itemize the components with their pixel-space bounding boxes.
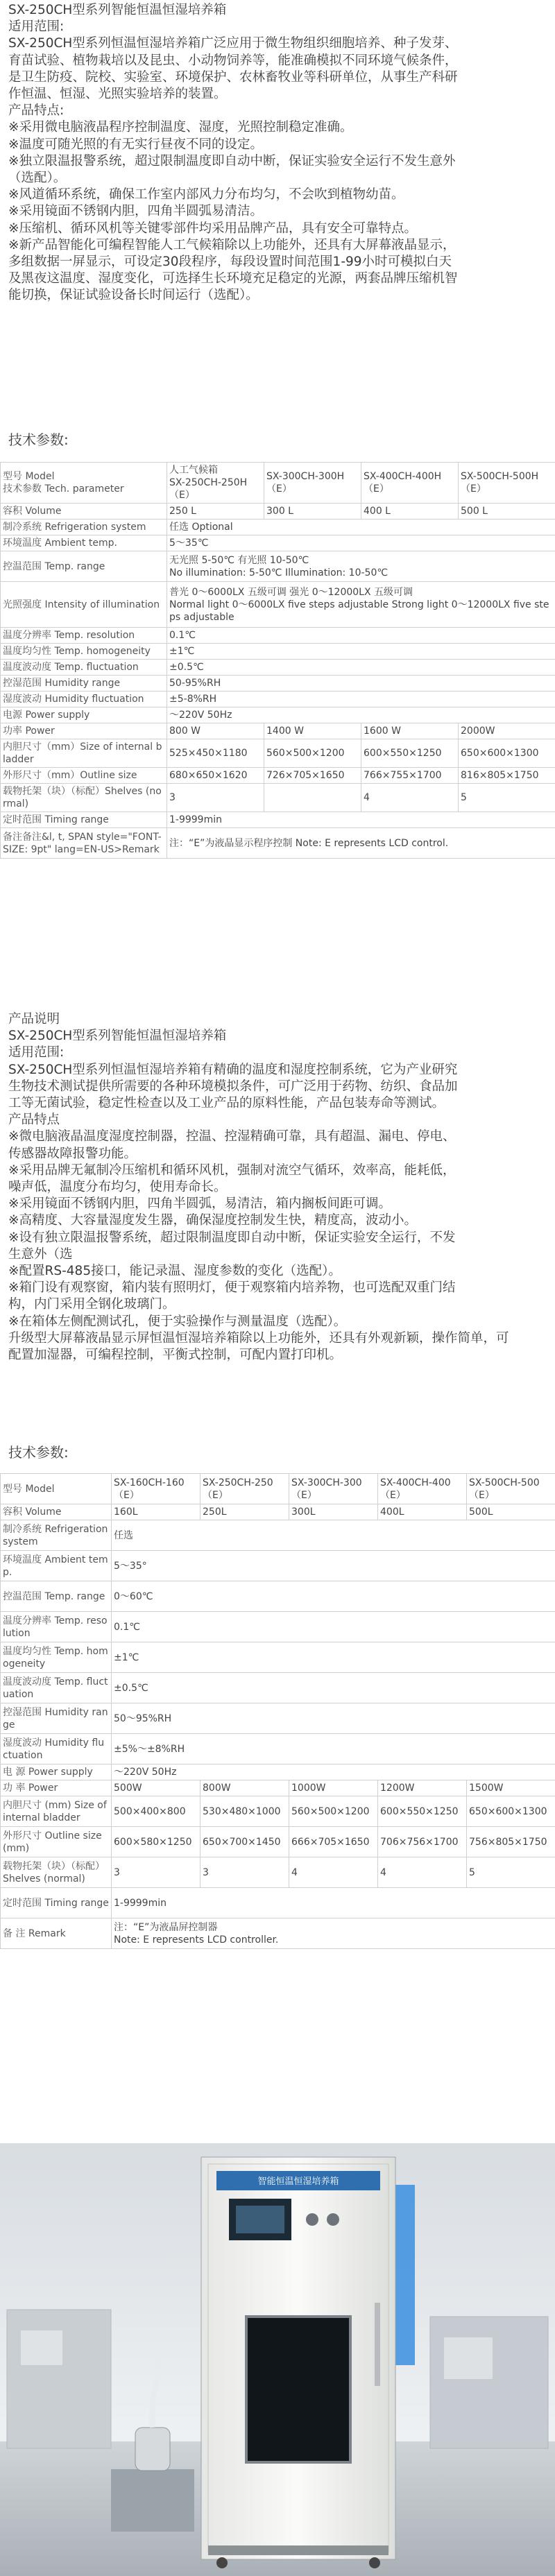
spec-row	[1, 707, 555, 723]
spec-row	[1, 1703, 555, 1734]
spec-row	[1, 723, 555, 739]
spec-value-cell: 300L	[289, 1504, 378, 1520]
spec-row	[1, 1612, 555, 1642]
scope-line: 作恒温、恒湿、光照实验培养的装置。	[8, 87, 227, 102]
spec-row	[1, 1780, 555, 1796]
spec-value-cell: 400L	[378, 1504, 467, 1520]
feature-line: 生意外（选	[8, 1246, 73, 1262]
spec-value-cell: 600×550×1250	[361, 739, 459, 768]
spec-label-cell: 外形尺寸 Outline size (mm)	[1, 1827, 112, 1857]
description-section	[8, 1011, 547, 1364]
spec-label-cell: 备 注 Remark	[1, 1918, 112, 1949]
spec-label-cell: 温度均匀性 Temp. homogeneity	[1, 644, 167, 660]
spec-value-cell: 766×755×1700	[361, 768, 459, 784]
spec-value-cell: 250 L	[167, 504, 264, 520]
spec-label-cell: 电源 Power supply	[1, 707, 167, 723]
feature-line: ※独立限温报警系统，超过限制温度即自动中断，保证实验安全运行不发生意外	[8, 153, 456, 169]
spec-value-cell: 5～35°	[112, 1551, 555, 1581]
feature-line: ※采用微电脑液晶程序控制温度、湿度，光照控制稳定准确。	[8, 120, 353, 135]
spec-value-cell: 注：“E”为液晶显示程序控制 Note: E represents LCD control.	[167, 828, 555, 859]
spec-label-cell: 定时范围 Timing range	[1, 1888, 112, 1918]
spec-row	[1, 1888, 555, 1918]
spec-value-cell: 1400 W	[264, 723, 361, 739]
spec-value-cell: 530×480×1000	[200, 1796, 289, 1827]
spec-value-cell: 3	[112, 1857, 200, 1888]
spec-value-cell: 任选	[112, 1520, 555, 1551]
spec-row	[1, 692, 555, 707]
spec-row	[1, 644, 555, 660]
spec-value-cell: SX-500CH-500（E）	[467, 1474, 555, 1504]
spec-label-cell: 制冷系统 Refrigeration system	[1, 1520, 112, 1551]
scope-heading: 适用范围:	[8, 1045, 65, 1061]
spec-value-cell: 0.1℃	[112, 1612, 555, 1642]
spec-value-cell: 3	[167, 784, 264, 812]
spec-value-cell: 525×450×1180	[167, 739, 264, 768]
tech-heading-2: 技术参数:	[8, 1444, 69, 1461]
spec-value-cell: 500W	[112, 1780, 200, 1796]
spec-value-cell: 50-95%RH	[167, 676, 555, 692]
spec-label-cell: 环境温度 Ambient temp.	[1, 1551, 112, 1581]
feature-line: ※压缩机、循环风机等关键零部件均采用品牌产品，具有安全可靠特点。	[8, 221, 418, 236]
spec-label-cell: 温度波动度 Temp. fluctuation	[1, 1673, 112, 1703]
spec-value-cell: 666×705×1650	[289, 1827, 378, 1857]
spec-row	[1, 1551, 555, 1581]
feature-line: 构，内门采用全钢化玻璃门。	[8, 1297, 176, 1312]
spec-value-cell: ±0.5℃	[167, 660, 555, 676]
spec-value-cell: 726×705×1650	[264, 768, 361, 784]
features-heading: 产品特点	[8, 1113, 60, 1128]
scope-line: SX-250CH型系列恒温恒湿培养箱有精确的温度和湿度控制系统，它为产业研究	[8, 1062, 458, 1077]
spec-label-cell: 温度分辨率 Temp. resolution	[1, 628, 167, 644]
spec-row	[1, 812, 555, 828]
spec-label-cell: 功率 Power	[1, 723, 167, 739]
spec-value-cell: SX-300CH-300（E）	[289, 1474, 378, 1504]
feature-line: （选配）。	[8, 171, 67, 186]
feature-line: 配置加湿器，可编程控制，平衡式控制，可配内置打印机。	[8, 1348, 343, 1363]
spec-value-cell: 800 W	[167, 723, 264, 739]
spec-value-cell: ～220V 50Hz	[112, 1764, 555, 1780]
spec-value-cell: 650×600×1300	[467, 1796, 555, 1827]
spec-row	[1, 1796, 555, 1827]
spec-label-cell: 备注备注&l, t, SPAN style="FONT-SIZE: 9pt" lang=EN-US>Remark	[1, 828, 167, 859]
product-photo-illustration	[0, 2143, 555, 2576]
spec-value-cell: 250L	[200, 1504, 289, 1520]
feature-line: ※在箱体左侧配测试孔，便于实验操作与测量温度（选配）。	[8, 1314, 347, 1329]
spec-label-cell: 容积 Volume	[1, 1504, 112, 1520]
spec-value-cell: SX-500CH-500H（E）	[459, 463, 555, 504]
spec-label-cell: 温度波动度 Temp. fluctuation	[1, 660, 167, 676]
feature-line: ※微电脑液晶温度湿度控制器，控温、控湿精确可靠，具有超温、漏电、停电、	[8, 1129, 456, 1144]
scope-line: SX-250CH型系列恒温恒湿培养箱广泛应用于微生物组织细胞培养、种子发芽、	[8, 36, 458, 51]
spec-value-cell: 400 L	[361, 504, 459, 520]
spec-label-cell: 湿度波动 Humidity fluctuation	[1, 692, 167, 707]
spec-value-cell: 4	[289, 1857, 378, 1888]
spec-value-cell: 706×756×1700	[378, 1827, 467, 1857]
spec-value-cell: 680×650×1620	[167, 768, 264, 784]
spec-value-cell: ±5-8%RH	[167, 692, 555, 707]
spec-value-cell: 300 L	[264, 504, 361, 520]
spec-row	[1, 1474, 555, 1504]
spec-label-cell: 功 率 Power	[1, 1780, 112, 1796]
intro-section	[8, 2, 547, 304]
spec-value-cell: 任选 Optional	[167, 520, 555, 535]
spec-value-cell: 756×805×1750	[467, 1827, 555, 1857]
spec-value-cell: SX-300CH-300H（E）	[264, 463, 361, 504]
spec-label-cell: 温度均匀性 Temp. homogeneity	[1, 1642, 112, 1673]
product-title: SX-250CH型系列智能恒温恒湿培养箱	[8, 3, 227, 17]
spec-row	[1, 628, 555, 644]
feature-line: ※风道循环系统，确保工作室内部风力分布均匀，不会吹到植物幼苗。	[8, 187, 404, 203]
spec-value-cell: 816×805×1750	[459, 768, 555, 784]
spec-row	[1, 520, 555, 535]
spec-row	[1, 1642, 555, 1673]
spec-value-cell: 4	[361, 784, 459, 812]
spec-value-cell: 1-9999min	[167, 812, 555, 828]
spec-label-cell: 内胆尺寸 (mm) Size of internal bladder	[1, 1796, 112, 1827]
spec-value-cell: 600×580×1250	[112, 1827, 200, 1857]
panel-label: 智能恒温恒湿培养箱	[257, 2176, 339, 2187]
spec-value-cell: SX-400CH-400（E）	[378, 1474, 467, 1504]
spec-label-cell: 定时范围 Timing range	[1, 812, 167, 828]
spec-value-cell: 人工气候箱 SX-250CH-250H（E）	[167, 463, 264, 504]
spec-value-cell: ±1℃	[167, 644, 555, 660]
spec-value-cell: ±5%～±8%RH	[112, 1734, 555, 1764]
spec-row	[1, 768, 555, 784]
feature-line: ※箱门设有观察窗，箱内装有照明灯，便于观察箱内培养物，也可选配双重门结	[8, 1280, 456, 1296]
spec-value-cell: 600×550×1250	[378, 1796, 467, 1827]
feature-line: ※采用品牌无氟制冷压缩机和循环风机，强制对流空气循环，效率高，能耗低，	[8, 1162, 456, 1178]
feature-line: 噪声低，温度分布均匀，使用寿命长。	[8, 1180, 227, 1195]
features-heading: 产品特点:	[8, 103, 65, 119]
spec-value-cell	[264, 784, 361, 812]
spec-row	[1, 1918, 555, 1949]
feature-line: ※配置RS-485接口，能记录温、湿度参数的变化（选配）。	[8, 1264, 341, 1279]
spec-value-cell: ±0.5℃	[112, 1673, 555, 1703]
spec-value-cell: 160L	[112, 1504, 200, 1520]
spec-row	[1, 551, 555, 582]
spec-row	[1, 784, 555, 812]
spec-value-cell: 1600 W	[361, 723, 459, 739]
spec-value-cell: 560×500×1200	[264, 739, 361, 768]
spec-row	[1, 1581, 555, 1612]
spec-value-cell: 500L	[467, 1504, 555, 1520]
description-heading: 产品说明	[8, 1012, 60, 1027]
spec-row	[1, 739, 555, 768]
spec-value-cell: 500 L	[459, 504, 555, 520]
spec-value-cell: 500×400×800	[112, 1796, 200, 1827]
spec-value-cell: 5	[467, 1857, 555, 1888]
scope-line: 育苗试验、植物栽培以及昆虫、小动物饲养等，能准确模拟不同环境气候条件，	[8, 53, 458, 68]
feature-line: 传感器故障报警功能。	[8, 1146, 137, 1161]
feature-line: 及黑夜这温度、湿度变化，可选择生长环境充足稳定的光源，两套品牌压缩机智	[8, 271, 458, 286]
spec-label-cell: 载物托架（块）（标配）Shelves (normal)	[1, 784, 167, 812]
spec-value-cell: 650×600×1300	[459, 739, 555, 768]
tech-spec-table-2	[0, 1473, 555, 1949]
product-photo	[0, 2143, 555, 2576]
scope-line: 生物技术测试提供所需要的各种环境模拟条件，可广泛用于药物、纺织、食品加	[8, 1079, 458, 1094]
feature-line: 多组数据一屏显示，可设定30段程序，每段设置时间范围1-99小时可模拟白天	[8, 255, 452, 270]
feature-line: ※新产品智能化可编程智能人工气候箱除以上功能外，还具有大屏幕液晶显示，	[8, 237, 456, 252]
feature-line: 能切换，保证试验设备长时间运行（选配）。	[8, 288, 259, 303]
spec-value-cell: ～220V 50Hz	[167, 707, 555, 723]
scope-line: 是卫生防疫、院校、实验室、环境保护、农林畜牧业等科研单位，从事生产科研	[8, 69, 458, 85]
spec-row	[1, 535, 555, 551]
feature-line: ※温度可随光照的有无实行昼夜不同的设定。	[8, 137, 264, 152]
description-title: SX-250CH型系列智能恒温恒湿培养箱	[8, 1029, 227, 1044]
spec-label-cell: 制冷系统 Refrigeration system	[1, 520, 167, 535]
spec-value-cell: 0.1℃	[167, 628, 555, 644]
spec-label-cell: 控温范围 Temp. range	[1, 1581, 112, 1612]
spec-label-cell: 控湿范围 Humidity range	[1, 1703, 112, 1734]
scope-heading: 适用范围:	[8, 19, 65, 35]
spec-value-cell: 1-9999min	[112, 1888, 555, 1918]
spec-value-cell: 3	[200, 1857, 289, 1888]
spec-value-cell: SX-400CH-400H（E）	[361, 463, 459, 504]
spec-label-cell: 载物托架（块）（标配）Shelves (normal)	[1, 1857, 112, 1888]
spec-row	[1, 504, 555, 520]
spec-value-cell: 5～35℃	[167, 535, 555, 551]
spec-row	[1, 463, 555, 504]
spec-row	[1, 1504, 555, 1520]
spec-row	[1, 660, 555, 676]
spec-label-cell: 控温范围 Temp. range	[1, 551, 167, 582]
spec-value-cell: 4	[378, 1857, 467, 1888]
spec-row	[1, 1673, 555, 1703]
spec-row	[1, 1734, 555, 1764]
feature-line: ※采用镜面不锈钢内胆，四角半圆弧，易清洁，箱内搁板间距可调。	[8, 1196, 392, 1212]
spec-value-cell: 1000W	[289, 1780, 378, 1796]
feature-line: ※高精度、大容量湿度发生器，确保湿度控制发生快，精度高，波动小。	[8, 1213, 418, 1228]
spec-value-cell: ±1℃	[112, 1642, 555, 1673]
spec-row	[1, 1764, 555, 1780]
spec-value-cell: SX-160CH-160（E）	[112, 1474, 200, 1504]
spec-value-cell: 560×500×1200	[289, 1796, 378, 1827]
spec-value-cell: 2000W	[459, 723, 555, 739]
feature-line: ※设有独立限温报警系统，超过限制温度即自动中断，保证实验安全运行，不发	[8, 1230, 456, 1245]
feature-line: 升级型大屏幕液晶显示屏恒温恒湿培养箱除以上功能外，还具有外观新颖，操作简单，可	[8, 1330, 509, 1346]
spec-value-cell: 800W	[200, 1780, 289, 1796]
spec-label-cell: 温度分辨率 Temp. resolution	[1, 1612, 112, 1642]
spec-row	[1, 1827, 555, 1857]
spec-row	[1, 1857, 555, 1888]
tech-spec-table-1	[0, 462, 555, 859]
spec-row	[1, 828, 555, 859]
spec-label-cell: 容积 Volume	[1, 504, 167, 520]
spec-label-cell: 内胆尺寸（mm）Size of internal bladder	[1, 739, 167, 768]
feature-line: ※采用镜面不锈钢内胆，四角半圆弧易清洁。	[8, 204, 264, 219]
spec-row	[1, 582, 555, 628]
spec-value-cell: 普光 0～6000LX 五级可调 强光 0～12000LX 五级可调 Normal light 0～6000LX five steps adjustable Strong light 0～12000LX five steps adjustable	[167, 582, 555, 628]
spec-value-cell: 无光照 5-50℃ 有光照 10-50℃ No illumination: 5-50℃ Illumination: 10-50℃	[167, 551, 555, 582]
spec-row	[1, 676, 555, 692]
spec-label-cell: 光照强度 Intensity of illumination	[1, 582, 167, 628]
spec-label-cell: 环境温度 Ambient temp.	[1, 535, 167, 551]
spec-label-cell: 湿度波动 Humidity fluctuation	[1, 1734, 112, 1764]
spec-value-cell: 5	[459, 784, 555, 812]
spec-label-cell: 控湿范围 Humidity range	[1, 676, 167, 692]
spec-value-cell: 1500W	[467, 1780, 555, 1796]
spec-label-cell: 电 源 Power supply	[1, 1764, 112, 1780]
spec-value-cell: 0～60℃	[112, 1581, 555, 1612]
scope-line: 工等无菌试验，稳定性检查以及工业产品的原料性能，产品包装寿命等测试。	[8, 1096, 445, 1111]
spec-row	[1, 1520, 555, 1551]
spec-value-cell: 50～95%RH	[112, 1703, 555, 1734]
spec-label-cell: 型号 Model	[1, 1474, 112, 1504]
spec-label-cell: 型号 Model 技术参数 Tech. parameter	[1, 463, 167, 504]
spec-value-cell: 注：“E”为液晶屏控制器 Note: E represents LCD controller.	[112, 1918, 555, 1949]
spec-value-cell: 650×700×1450	[200, 1827, 289, 1857]
spec-value-cell: SX-250CH-250（E）	[200, 1474, 289, 1504]
spec-label-cell: 外形尺寸（mm）Outline size	[1, 768, 167, 784]
spec-value-cell: 1200W	[378, 1780, 467, 1796]
tech-heading-1: 技术参数:	[8, 431, 69, 448]
